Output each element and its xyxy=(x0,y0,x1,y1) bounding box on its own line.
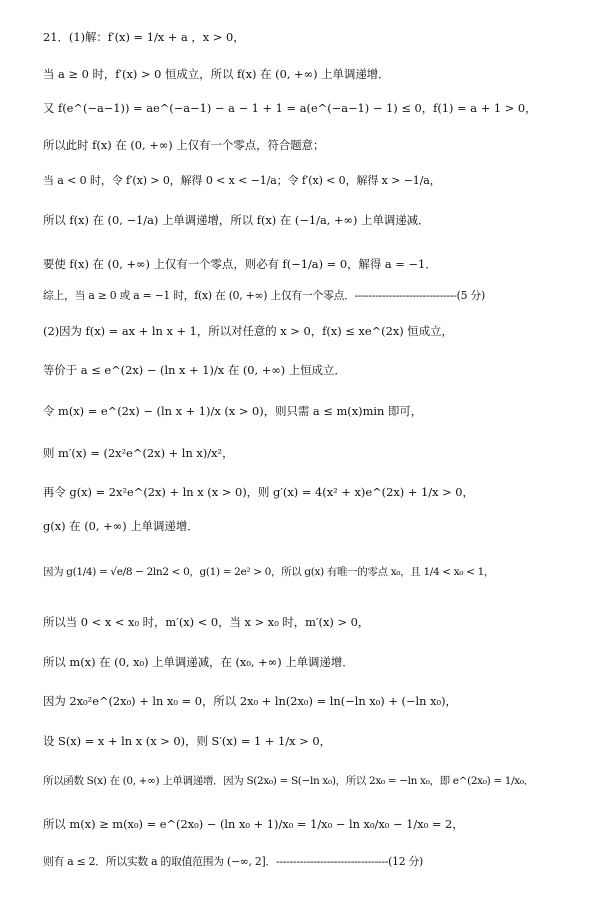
solution-line-19: 设 S(x) = x + ln x (x > 0)，则 S′(x) = 1 + 1/x > 0， xyxy=(43,734,331,748)
solution-line-22: 则有 a ≤ 2．所以实数 a 的取值范围为 (−∞, 2]．---------------------------------(12 分) xyxy=(43,855,424,868)
solution-line-2: 当 a ≥ 0 时，f′(x) > 0 恒成立，所以 f(x) 在 (0, +∞) 上单调递增． xyxy=(43,67,390,81)
solution-line-12: 则 m′(x) = (2x²e^(2x) + ln x)/x²， xyxy=(43,446,234,460)
solution-line-20: 所以函数 S(x) 在 (0, +∞) 上单调递增．因为 S(2x₀) = S(−ln x₀)，所以 2x₀ = −ln x₀，即 e^(2x₀) = 1/x₀． xyxy=(43,775,534,787)
solution-line-8: 综上，当 a ≥ 0 或 a = −1 时，f(x) 在 (0, +∞) 上仅有一个零点．------------------------------(5 分) xyxy=(43,289,485,302)
solution-line-18: 因为 2x₀²e^(2x₀) + ln x₀ = 0，所以 2x₀ + ln(2x₀) = ln(−ln x₀) + (−ln x₀)， xyxy=(43,694,457,708)
solution-line-1: 21．(1)解：f′(x) = 1/x + a ，x > 0， xyxy=(43,30,245,44)
solution-line-10: 等价于 a ≤ e^(2x) − (ln x + 1)/x 在 (0, +∞) 上恒成立． xyxy=(43,363,346,377)
solution-line-13: 再令 g(x) = 2x²e^(2x) + ln x (x > 0)，则 g′(x) = 4(x² + x)e^(2x) + 1/x > 0， xyxy=(43,485,474,499)
solution-line-3: 又 f(e^(−a−1)) = ae^(−a−1) − a − 1 + 1 = a(e^(−a−1) − 1) ≤ 0，f(1) = a + 1 > 0， xyxy=(43,101,537,115)
solution-line-5: 当 a < 0 时，令 f′(x) > 0，解得 0 < x < −1/a；令 f′(x) < 0，解得 x > −1/a， xyxy=(43,174,441,187)
solution-line-4: 所以此时 f(x) 在 (0, +∞) 上仅有一个零点，符合题意； xyxy=(43,138,325,152)
solution-line-21: 所以 m(x) ≥ m(x₀) = e^(2x₀) − (ln x₀ + 1)/x₀ = 1/x₀ − ln x₀/x₀ − 1/x₀ = 2， xyxy=(43,817,464,831)
solution-line-15: 因为 g(1/4) = √e/8 − 2ln2 < 0，g(1) = 2e² > 0，所以 g(x) 有唯一的零点 x₀，且 1/4 < x₀ < 1， xyxy=(43,566,495,578)
solution-line-17: 所以 m(x) 在 (0, x₀) 上单调递减，在 (x₀, +∞) 上单调递增． xyxy=(43,655,354,669)
solution-line-16: 所以当 0 < x < x₀ 时，m′(x) < 0，当 x > x₀ 时，m′(x) > 0， xyxy=(43,615,370,629)
solution-line-7: 要使 f(x) 在 (0, +∞) 上仅有一个零点，则必有 f(−1/a) = 0，解得 a = −1． xyxy=(43,257,437,271)
solution-line-9: (2)因为 f(x) = ax + ln x + 1，所以对任意的 x > 0，f(x) ≤ xe^(2x) 恒成立， xyxy=(43,324,453,338)
solution-line-11: 令 m(x) = e^(2x) − (ln x + 1)/x (x > 0)，则只需 a ≤ m(x)min 即可， xyxy=(43,404,423,418)
solution-line-6: 所以 f(x) 在 (0, −1/a) 上单调递增，所以 f(x) 在 (−1/a, +∞) 上单调递减． xyxy=(43,213,430,227)
solution-line-14: g(x) 在 (0, +∞) 上单调递增． xyxy=(43,519,199,533)
